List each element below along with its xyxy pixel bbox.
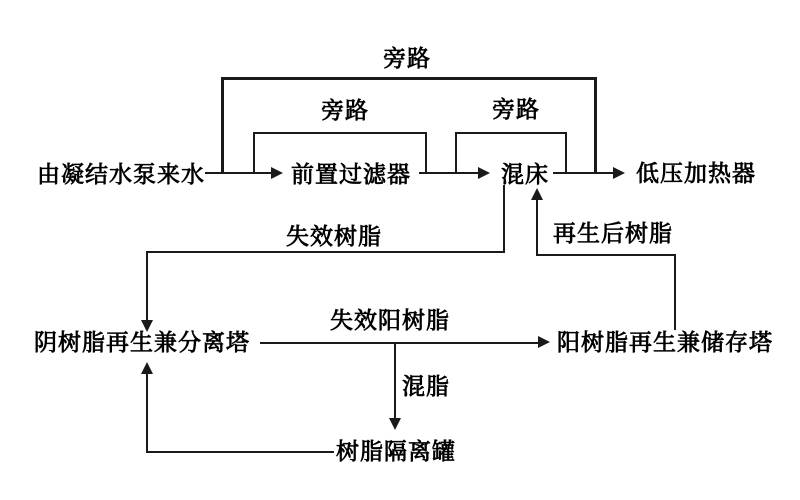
edge-prefilter-mixedbed-line bbox=[419, 172, 479, 174]
bypass-main-left-line bbox=[221, 78, 224, 174]
bypass-prefilter-right-line bbox=[425, 132, 427, 173]
edge-mixedbed-lpheater-line bbox=[553, 172, 614, 174]
bypass-prefilter-top-line bbox=[253, 132, 427, 134]
node-source-label: 由凝结水泵来水 bbox=[37, 162, 205, 188]
bypass-main-top-line bbox=[221, 77, 597, 80]
edge-label-bypass-mixedbed: 旁路 bbox=[492, 97, 540, 123]
edge-label-mixed-resin: 混脂 bbox=[402, 374, 450, 400]
node-mixed-bed-label: 混床 bbox=[501, 162, 549, 188]
bypass-main-right-line bbox=[594, 77, 597, 174]
arrowhead-into-mixedbed-up-icon bbox=[531, 188, 543, 200]
node-isolation-tank-label: 树脂隔离罐 bbox=[336, 439, 456, 465]
tank-return-up-line bbox=[146, 374, 148, 453]
mixed-resin-down-line bbox=[394, 344, 396, 418]
arrowhead-into-cation-tower-icon bbox=[538, 336, 550, 348]
bypass-prefilter-left-line bbox=[253, 133, 255, 173]
arrowhead-into-prefilter-icon bbox=[271, 167, 283, 179]
bypass-mixedbed-left-line bbox=[455, 133, 457, 173]
arrowhead-into-isolation-tank-icon bbox=[389, 418, 401, 430]
edge-label-spent-cation-resin: 失效阳树脂 bbox=[330, 308, 450, 334]
regen-resin-horizontal-line bbox=[536, 254, 676, 256]
regen-resin-into-mixedbed-line bbox=[536, 200, 538, 256]
node-lp-heater-label: 低压加热器 bbox=[636, 161, 756, 187]
edge-label-bypass-prefilter: 旁路 bbox=[321, 98, 369, 124]
edge-label-bypass-main: 旁路 bbox=[383, 46, 431, 72]
node-cation-tower-label: 阳树脂再生兼储存塔 bbox=[557, 330, 773, 356]
node-anion-tower-label: 阴树脂再生兼分离塔 bbox=[34, 330, 250, 356]
bypass-mixedbed-top-line bbox=[455, 132, 567, 134]
arrowhead-into-mixedbed-icon bbox=[478, 167, 490, 179]
edge-source-prefilter-line bbox=[205, 172, 273, 174]
spent-resin-down-line bbox=[503, 185, 505, 253]
node-prefilter-label: 前置过滤器 bbox=[291, 162, 411, 188]
tank-return-horizontal-line bbox=[146, 451, 334, 453]
spent-cation-horizontal-line bbox=[260, 342, 538, 344]
edge-label-regenerated-resin: 再生后树脂 bbox=[553, 221, 673, 247]
arrowhead-into-lpheater-icon bbox=[613, 167, 625, 179]
bypass-mixedbed-right-line bbox=[565, 132, 567, 173]
arrowhead-into-anion-tower-up-icon bbox=[141, 362, 153, 374]
spent-resin-into-anion-line bbox=[146, 251, 148, 320]
regen-resin-up-from-cation-line bbox=[674, 254, 676, 330]
spent-resin-horizontal-line bbox=[146, 251, 505, 253]
edge-label-spent-resin: 失效树脂 bbox=[286, 224, 382, 250]
